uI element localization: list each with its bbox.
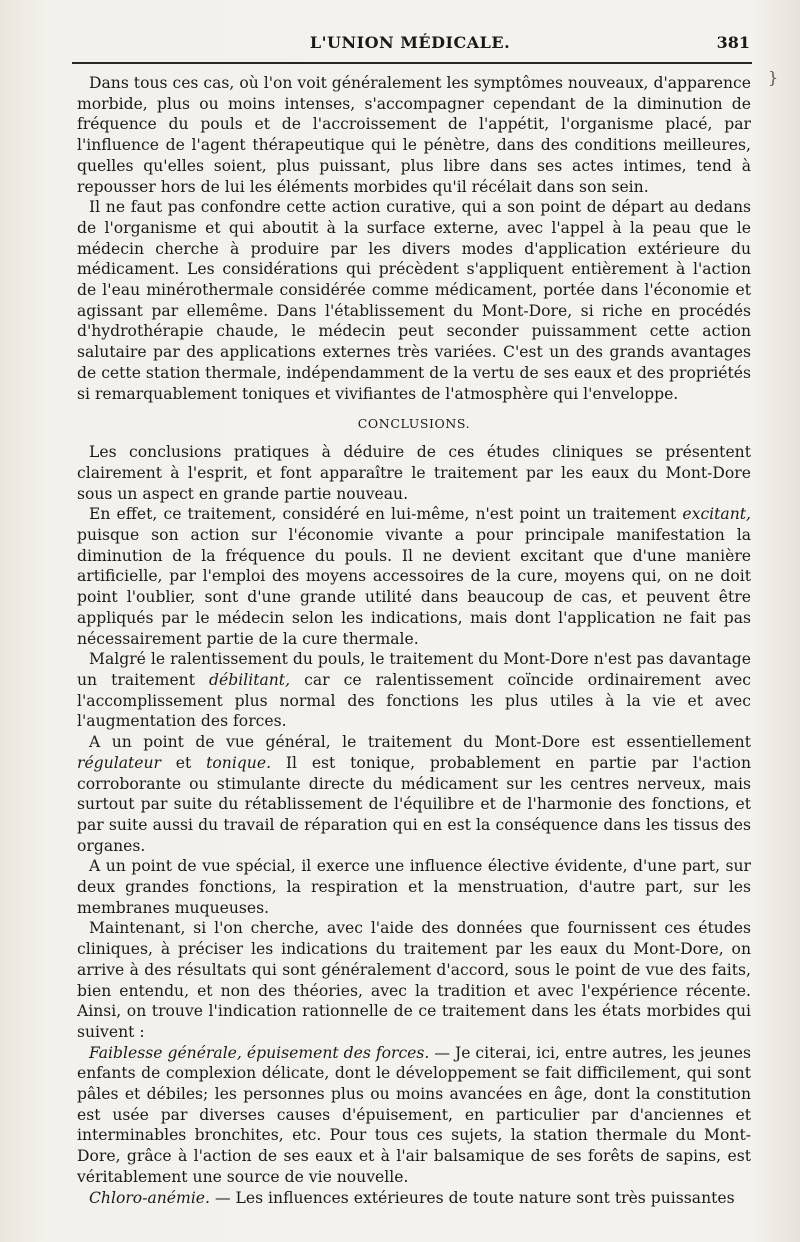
paragraph-4-text-a: En effet, ce traitement, considéré en lui-même, n'est point un traitement [89,505,683,524]
paragraph-5-text-a: Malgré le ralentissement du pouls, le traitement du Mont-Dore n'est pas davantage un traitement [77,650,751,689]
paragraph-4-text-b: puisque son action sur l'économie vivante a pour principale manifestation la diminution de la fréquence du pouls. Il ne devient excitant que d'une manière artificielle, par l'emploi des moyens accessoires de la cure, moyens qui, on ne doit point l'oublier, sont d'une grande utilité dans beaucoup de cas, et peuvent être appliqués par le médecin selon les indications, mais dont l'application ne fait pas nécessairement partie de la cure thermale. [77,526,751,648]
paragraph-10 [77,1188,751,1209]
paragraph-9 [77,1043,751,1188]
section-title: CONCLUSIONS. [357,416,471,432]
page-header [70,33,750,59]
header-rule [72,62,752,64]
paragraph-5-emphasis: débilitant, [209,670,291,689]
paragraph-10-heading: Chloro-anémie. [89,1188,210,1207]
paragraph-6 [77,732,751,856]
paragraph-6-text-a: A un point de vue général, le traitement du Mont-Dore est essentiellement [89,733,751,752]
paragraph-10-text: — Les influences extérieures de toute nature sont très puissantes [210,1188,735,1207]
paragraph-7: A un point de vue spécial, il exerce une influence élective évidente, d'une part, sur deux grandes fonctions, la respiration et la menstruation, d'autre part, sur les membranes muqueuses. [77,857,751,917]
body-text [77,73,751,1208]
paragraph-6-text-c: Il est tonique, probablement en partie par l'action corroborante ou stimulante directe du médicament sur les centres nerveux, mais surtout par suite du rétablissement de l'équilibre et de l'harmonie des fonctions, et par suite aussi du travail de réparation qui en est la conséquence dans les tissus des organes. [77,753,751,855]
paragraph-5 [77,649,751,732]
paragraph-8: Maintenant, si l'on cherche, avec l'aide des données que fournissent ces études cliniques, à préciser les indications du traitement par les eaux du Mont-Dore, on arrive à des résultats qui sont généralement d'accord, sous le point de vue des faits, bien entendu, et non des théories, avec la tradition et avec l'expérience récente. Ainsi, on trouve l'indication rationnelle de ce traitement dans les états morbides qui suivent : [77,919,751,1041]
paragraph-4 [77,504,751,649]
paragraph-6-text-b: et [160,753,207,772]
margin-annotation: } [768,68,779,87]
paragraph-5-text-b: car ce ralentissement coïncide ordinairement avec l'accomplissement plus normal des fonctions les plus utiles à la vie et avec l'augmentation des forces. [77,670,751,731]
paragraph-1: Dans tous ces cas, où l'on voit généralement les symptômes nouveaux, d'apparence morbide, plus ou moins intenses, s'accompagner cependant de la diminution de fréquence du pouls et de l'accroissement de l'appétit, l'organisme placé, par l'influence de l'agent thérapeutique qui le pénètre, dans des conditions meilleures, quelles qu'elles soient, plus puissant, plus libre dans ses actes intimes, tend à repousser hors de lui les éléments morbides qu'il récélait dans son sein. [77,74,751,196]
running-title: L'UNION MÉDICALE. [309,33,511,52]
paragraph-6-emphasis-2: tonique. [206,753,272,772]
paragraph-2: Il ne faut pas confondre cette action curative, qui a son point de départ au dedans de l'organisme et qui aboutit à la surface externe, avec l'appel à la peau que le médecin cherche à produire par les divers modes d'application extérieure du médicament. Les considérations qui précèdent s'appliquent entièrement à l'action de l'eau minérothermale considérée comme médicament, portée dans l'économie et agissant par ellemême. Dans l'établissement du Mont-Dore, si riche en procédés d'hydrothérapie chaude, le médecin peut seconder puissamment cette action salutaire par des applications externes très variées. C'est un des grands avantages de cette station thermale, indépendamment de la vertu de ses eaux et des propriétés si remarquablement toniques et vivifiantes de l'atmosphère qui l'enveloppe. [77,198,751,403]
page-number: 381 [716,33,750,52]
paragraph-9-text: — Je citerai, ici, entre autres, les jeunes enfants de complexion délicate, dont le développement se fait difficilement, qui sont pâles et débiles; les personnes plus ou moins avancées en âge, dont la constitution est usée par diverses causes d'épuisement, en particulier par d'anciennes et interminables bronchites, etc. Pour tous ces sujets, la station thermale du Mont-Dore, grâce à l'action de ses eaux et à l'air balsamique de ses forêts de sapins, est véritablement une source de vie nouvelle. [77,1043,751,1186]
paragraph-3: Les conclusions pratiques à déduire de ces études cliniques se présentent clairement à l'esprit, et font apparaître le traitement par les eaux du Mont-Dore sous un aspect en grande partie nouveau. [77,443,751,503]
paragraph-6-emphasis-1: régulateur [77,753,161,772]
paragraph-9-heading: Faiblesse générale, épuisement des forces. [89,1043,430,1062]
paragraph-4-emphasis: excitant, [682,505,751,524]
